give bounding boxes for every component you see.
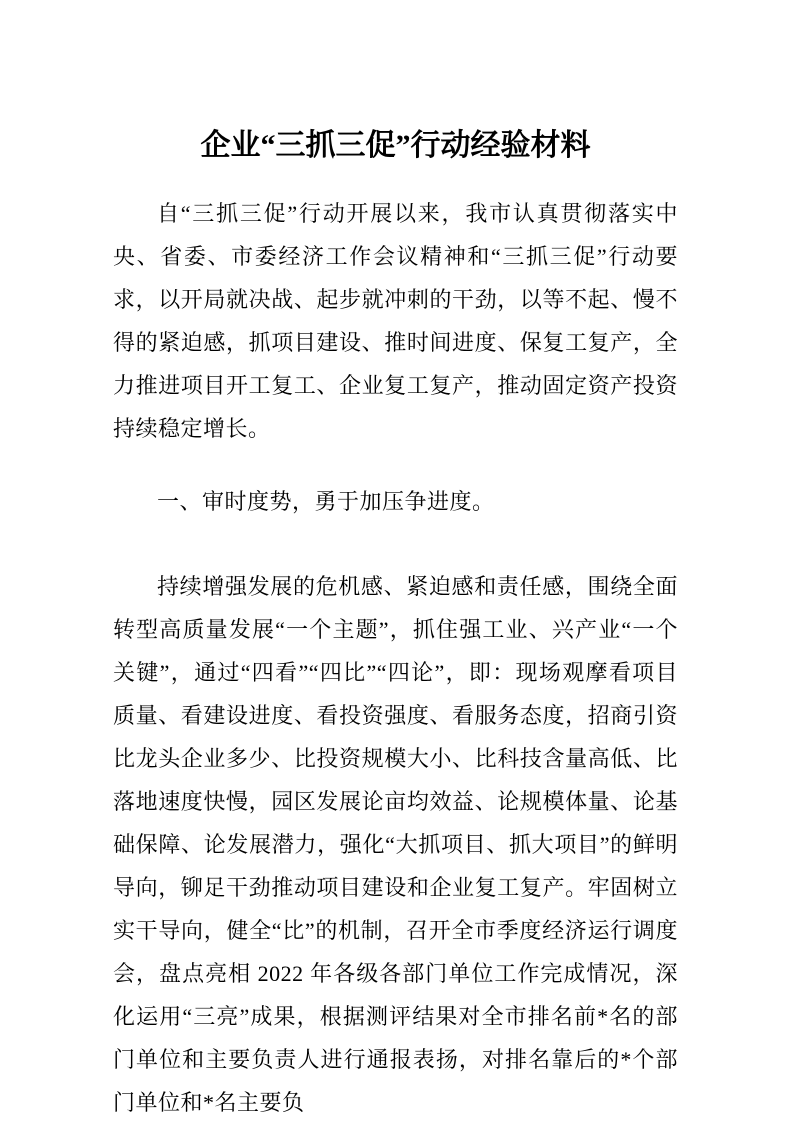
paragraph-section-1-body: 持续增强发展的危机感、紧迫感和责任感，围绕全面转型高质量发展“一个主题”，抓住强工业、兴产业“一个关键”，通过“四看”“四比”“四论”，即：现场观摩看项目质量、看建设进度、看投资强度、看服务态度，招商引资比龙头企业多少、比投资规模大小、比科技含量高低、比落地速度快慢，园区发展论亩均效益、论规模体量、论基础保障、论发展潜力，强化“大抓项目、抓大项目”的鲜明导向，铆足干劲推动项目建设和企业复工复产。牢固树立实干导向，健全“比”的机制，召开全市季度经济运行调度会，盘点亮相 2022 年各级各部门单位工作完成情况，深化运用“三亮”成果，根据测评结果对全市排名前*名的部门单位和主要负责人进行通报表扬，对排名靠后的*个部门单位和*名主要负	[113, 574, 678, 1115]
document-title: 企业“三抓三促”行动经验材料	[200, 129, 591, 162]
paragraph-intro: 自“三抓三促”行动开展以来，我市认真贯彻落实中央、省委、市委经济工作会议精神和“三抓三促”行动要求，以开局就决战、起步就冲刺的干劲，以等不起、慢不得的紧迫感，抓项目建设、推时间进度、保复工复产，全力推进项目开工复工、企业复工复产，推动固定资产投资持续稳定增长。	[113, 201, 678, 441]
section-heading-1: 一、审时度势，勇于加压争进度。	[157, 489, 495, 514]
